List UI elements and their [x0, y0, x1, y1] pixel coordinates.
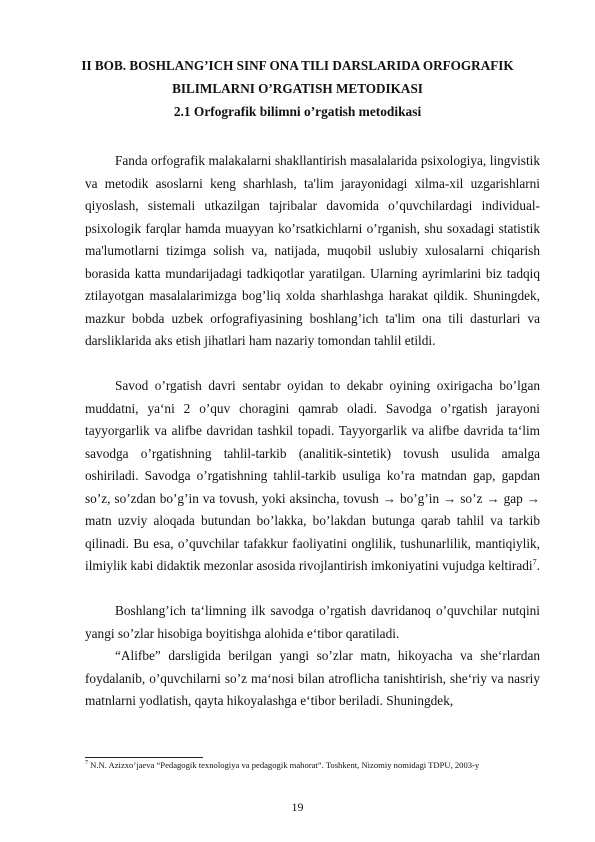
paragraph-2-text [85, 375, 540, 578]
paragraph-4-text: “Alifbe” darsligida berilgan yangi so’zlar matn, hikoyacha va she‘rlardan foydalanib, o’quvchilarni so’z ma‘nosi bilan atroflicha tanishtirish, she‘riy va nasriy matnlarni yodlatish, qayta hikoyalashga e‘tibor beriladi. Shuningdek, [85, 648, 540, 708]
paragraph-1-text: Fanda orfografik malakalarni shakllantirish masalalarida psixologiya, lingvistik va metodik asoslarni keng sharhlash, ta'lim jarayonidagi xilma-xil uzgarishlarni qiyoslash, sistemali utkazilgan tajribalar davomida o’quvchilardagi individual-psixologik farqlar hamda muayyan ko’rsatkichlarni o’rganish, shu soxadagi statistik ma'lumotlarni tizimga solish va, natijada, muqobil uslubiy xulosalarni chiqarish borasida katta mundarijadagi tadkiqotlar yaratilgan. Ularning ayrimlarini biz tadqiq ztilayotgan masalalarimizga bog’liq xolda sharhlashga harakat qildik. Shuningdek, mazkur bobda uzbek orfografiyasining boshlang’ich ta'lim ona tili dasturlari va darsliklarida aks etish jihatlari ham nazariy tomondan tahlil etildi. [85, 153, 540, 348]
page-number: 19 [291, 800, 304, 814]
footnote-mark: 7 [85, 760, 88, 767]
chapter-title-line-1: II BOB. BOSHLANG’ICH SINF ONA TILI DARSLARIDA ORFOGRAFIK [81, 58, 514, 73]
footnote-text: N.N. Azizxo’jaeva “Pedagogik texnologiya va pedagogik mahorat”. Toshkent, Nizomiy nomidagi TDPU, 2003-y [88, 760, 480, 770]
footnote-divider [85, 757, 203, 758]
paragraph-3-text: Boshlang’ich ta‘limning ilk savodga o’rgatish davridanoq o’quvchilar nutqini yangi so’zlar hisobiga boyitishga alohida e‘tibor qaratiladi. [85, 603, 540, 641]
paragraph-3 [85, 600, 540, 645]
paragraph-2-body: Savod o’rgatish davri sentabr oyidan to dekabr oyining oxirigacha bo’lgan muddatni, ya‘ni 2 o’quv choragini qamrab oladi. Savodga o’rgatish jarayoni tayyorgarlik va alifbe davridan tashkil topadi. Tayyorgarlik va alifbe davrida ta‘lim savodga o’rgatishning tahlil-tarkib (analitik-sintetik) tovush usulida amalga oshiriladi. Savodga o’rgatishning tahlil-tarkib usuliga ko’ra matndan gap, gapdan so’z, so’zdan bo’g’in va tovush, yoki aksincha, tovush → bo’g’in → so’z → gap → matn uzviy aloqada butundan bo’lakka, bo’lakdan butunga qarab tahlil va tarkib qilinadi. Bu esa, o’quvchilar tafakkur faoliyatini onglilik, tushunarlilik, mantiqiylik, ilmiylik kabi didaktik mezonlar asosida rivojlantirish imkoniyatini vujudga keltiradi [85, 378, 540, 573]
paragraph-4 [85, 645, 540, 713]
paragraph-1 [85, 150, 540, 353]
paragraph-2-end: . [536, 558, 540, 573]
paragraph-2 [85, 375, 540, 578]
footnote-reference[interactable]: 7 [532, 557, 537, 567]
chapter-title-line-2: BILIMLARNI O’RGATISH METODIKASI [172, 81, 423, 96]
footnote [85, 760, 515, 772]
section-title: 2.1 Orfografik bilimni o’rgatish metodikasi [173, 104, 422, 119]
